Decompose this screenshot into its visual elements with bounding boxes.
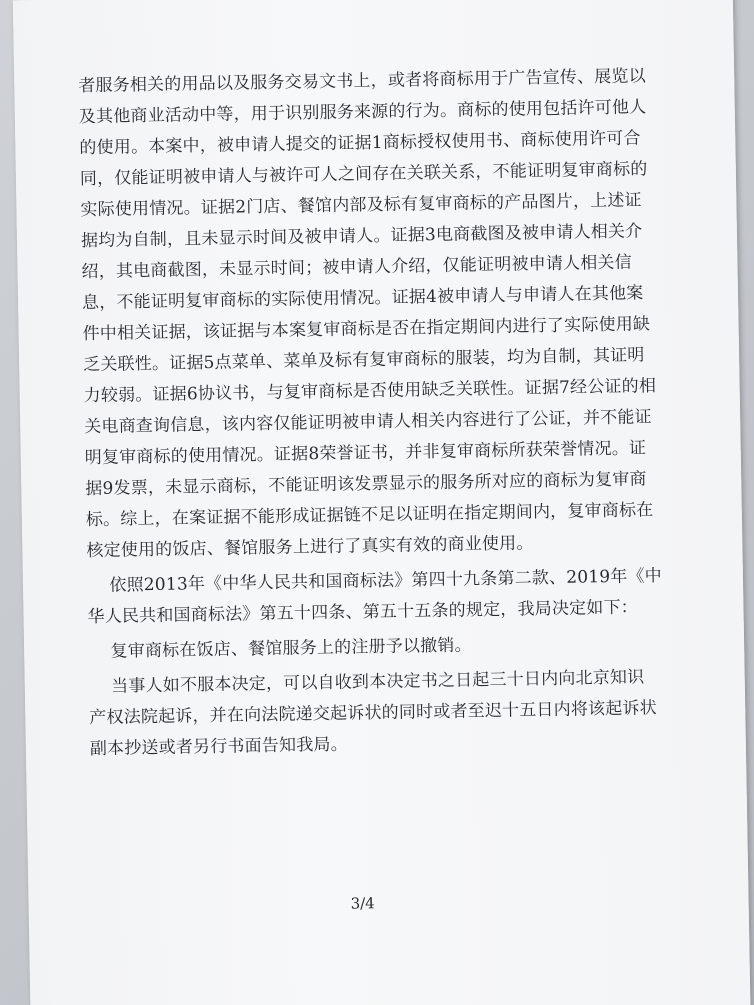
- text-line: 产权法院起诉，并在向法院递交起诉状的同时或者至迟十五日内将该起诉状: [89, 698, 658, 729]
- document-page: [13, 0, 751, 1005]
- text-line: 及其他商业活动中等，用于识别服务来源的行为。商标的使用包括许可他人: [78, 97, 647, 128]
- text-line: 标。综上，在案证据不能形成证据链不足以证明在指定期间内，复审商标在: [85, 500, 654, 531]
- text-line: 乏关联性。证据5点菜单、菜单及标有复审商标的服装，均为自制，其证明: [82, 345, 645, 376]
- text-line: 据9发票，未显示商标，不能证明该发票显示的服务所对应的商标为复审商: [85, 469, 647, 500]
- text-line: 副本抄送或者另行书面告知我局。: [89, 734, 349, 760]
- text-line: 依照2013年《中华人民共和国商标法》第四十九条第二款、2019年《中: [86, 566, 663, 597]
- text-line: 者服务相关的用品以及服务交易文书上，或者将商标用于广告宣传、展览以: [78, 66, 647, 97]
- text-line: 明复审商标的使用情况。证据8荣誉证书，并非复审商标所获荣誉情况。证: [84, 438, 647, 469]
- page-number: 3/4: [350, 894, 375, 913]
- text-line: 关电商查询信息，该内容仅能证明被申请人相关内容进行了公证，并不能证: [84, 407, 652, 438]
- text-line: 据均为自制，且未显示时间及被申请人。证据3电商截图及被申请人相关介: [80, 221, 643, 252]
- text-line: 复审商标在饭店、餐馆服务上的注册予以撤销。: [88, 635, 472, 663]
- text-line: 件中相关证据，该证据与本案复审商标是否在指定期间内进行了实际使用缺: [82, 314, 651, 345]
- text-line: 实际使用情况。证据2门店、餐馆内部及标有复审商标的产品图片，上述证: [80, 190, 642, 221]
- text-line: 的使用。本案中，被申请人提交的证据1商标授权使用书、商标使用许可合: [79, 128, 641, 159]
- text-line: 核定使用的饭店、餐馆服务上进行了真实有效的商业使用。: [86, 533, 534, 562]
- document-body: [78, 61, 663, 765]
- text-line: 息，不能证明复审商标的实际使用情况。证据4被申请人与申请人在其他案: [81, 283, 644, 314]
- text-line: 同，仅能证明被申请人与被许可人之间存在关联关系，不能证明复审商标的: [79, 159, 648, 190]
- text-line: 当事人如不服本决定，可以自收到本决定书之日起三十日内向北京知识: [88, 667, 645, 698]
- text-line: 华人民共和国商标法》第五十四条、第五十五条的规定，我局决定如下：: [87, 597, 639, 628]
- text-line: 绍，其电商截图，未显示时间；被申请人介绍，仅能证明被申请人相关信: [81, 252, 633, 283]
- text-line: 力较弱。证据6协议书，与复审商标是否使用缺乏关联性。证据7经公证的相: [83, 376, 657, 407]
